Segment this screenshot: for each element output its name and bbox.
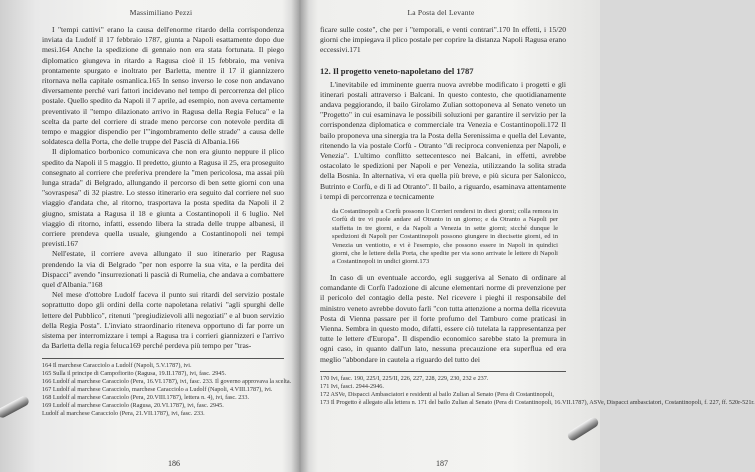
footnote: 168 Ludolf al marchese Caracciolo (Pera, 20.VIII.1787), lettera n. 4), ivi, fasc. 233. — [42, 393, 250, 401]
footnote: 166 Ludolf al marchese Caracciolo (Pera, 16.VI.1787), ivi, fasc. 233. Il governo approvava la scelta. — [42, 377, 292, 385]
page-number-right: 187 — [436, 459, 448, 468]
paragraph: Nell'estate, il corriere aveva allungato il suo itinerario per Ragusa prendendo la via di Belgrado "per non esporre la sua vita, e la perdita dei Dispacci" avendo "insurrezionati li pascià di Rumelia, che andava a combattere quel d'Albania."168 — [42, 249, 284, 290]
right-body-text-after — [320, 273, 566, 365]
footnote: 170 Ivi, fasc. 190, 225/I, 225/II, 226, 227, 228, 229, 230, 232 e 237. — [320, 374, 489, 382]
book-gutter — [291, 0, 309, 472]
paragraph: L'inevitabile ed imminente guerra nuova avrebbe modificato i progetti e gli itinerari postali attraverso i Balcani. In questo contesto, che quotidianamente andava peggiorando, il bailo Girolamo Zulian sottoponeva al Senato veneto un "Progetto" in cui esaminava le possibili soluzioni per garantire il servizio per la corrispondenza diplomatica e commerciale tra Venezia e Costantinopoli.172 Il bailo proponeva una sinergia tra la Posta della Serenissima e quella del Levante, ritenendo la via postale Corfù - Otranto "di reciproca convenienza per Napoli, e Venezia". L'ultimo conflitto settecentesco nei Balcani, in effetti, avrebbe ostacolato le spedizioni per Napoli e per Venezia, utilizzando la solita strada della Bosnia. In alternativa, vi era quella più breve, e più sicura per Salonicco, Butrinto e Corfù, e di lì ad Otranto". Il bailo, a riguardo, esaminava attentamente i tempi di percorrenza e tecnicamente — [320, 79, 566, 201]
right-footnotes — [320, 371, 755, 407]
block-quote: da Costantinopoli a Corfù possono li Corrieri rendersi in dieci giorni; colla remora in Corfù di tre vi puole andare ad Otranto in un giorno; e da Otranto a Napoli per staffetta in tre giorni, e da Napoli a Venezia in sette giorni; sicché dunque le spedizioni di Napoli per Costantinopoli possono giungere in diecisette giorni, ed in Venezia un ventiotto, e vi è l'esempio, che possono essere in Napoli in quindici giorni, che le lettere della Porta, che spedite per via sono arrivate le lettere di Napoli a Costantinopoli in undici giorni.173 — [332, 208, 558, 266]
footnote: 164 Il marchese Caracciolo a Ludolf (Napoli, 5.V.1787), ivi. — [42, 361, 192, 369]
left-footnotes — [42, 358, 292, 418]
right-body-text — [320, 80, 566, 202]
footnote: 172 ASVe, Dispacci Ambasciatori e residenti al bailo Zulian al Senato (Pera di Costantinopoli, — [320, 390, 554, 398]
right-intro — [320, 25, 566, 56]
page-number-left: 186 — [168, 459, 180, 468]
right-page — [306, 0, 755, 472]
footnote: 171 Ivi, fasci. 2944-2946. — [320, 382, 384, 390]
footnote: 165 Sulla il principe di Campofiorito (Ragusa, 19.II.1787), ivi, fasc. 2945. — [42, 369, 227, 377]
running-head-left: Massimiliano Pezzi — [129, 8, 193, 17]
paragraph: Il diplomatico borbonico comunicava che non era giunto neppure il plico spedito da Napoli il 5 maggio. Il predetto, giunto a Ragusa il 25, era proseguito consegnato al corriere che preferiva prendere la "men pericolosa, ma assai più lunga strada" di Belgrado, allungando il percorso di ben sette giorni con una "sovraspesa" di 32 piastre. Lo stesso itinerario era seguito dal corriere nel suo viaggio d'andata che, al ritorno, trasportava la posta spedita da Napoli il 2 giugno, smistata a Ragusa il 18 e giunta a Costantinopoli il 6 luglio. Nel viaggio di ritorno, infatti, essendo libera la strada delle truppe albanesi, il corriere prendeva quella usuale, giungendo a Costantinopoli nei tempi previsti.167 — [42, 147, 284, 249]
paragraph: In caso di un eventuale accordo, egli suggeriva al Senato di ordinare al comandante di Corfù l'adozione di alcune elementari norme di prevenzione per il pericolo del contagio della peste. Nel ricevere i pieghi il responsabile del ministro veneto avrebbe dovuto farli "con tutta attenzione a norma della ricevuta Posta di Vienna passare per il forte profumo del Tamburo come praticasi in Vienna. Sembra in questo modo, difatti, essere ciò tutelata la rappresentanza per tutte le lettere d'Europa". Il dispendio economico sarebbe stato la premura in ogni caso, in quanto dall'un lato, nessuna precauzione era superflua ed era meglio "abbondare in cautela a riguardo del tutto dei — [320, 272, 566, 364]
footnote: 167 Ludolf al marchese Caracciolo, marchese Caracciolo a Ludolf (Napoli, 4.VIII.1787), ivi. — [42, 385, 273, 393]
paragraph: ficare sulle coste", che per i "temporali, e venti contrari".170 In effetti, i 15/20 giorni che impiegava il plico postale per coprire la distanza Napoli Ragusa erano eccessivi.171 — [320, 25, 566, 55]
footnote: 169 Ludolf al marchese Caracciolo (Ragusa, 20.VI.1787), ivi, fasc. 2945. — [42, 401, 224, 409]
paragraph: Nel mese d'ottobre Ludolf faceva il punto sui ritardi del servizio postale soprattutto dopo gli ordini della corte napoletana relativi "agli spurghi delle lettere del Pubblico", ritenuti "pregiudizievoli alli negoziati" e al buon servizio della Regia Posta". L'inviato straordinario riteneva opportuno di far porre un sistema per interromizzare i tempi a Ragusa tra i corrieri giannizzeri e l'arrivo da Barletta della regia feluca169 perché perdeva più tempo per "tras- — [42, 290, 284, 351]
running-head-right: La Posta del Levante — [407, 8, 475, 17]
section-heading: 12. Il progetto veneto-napoletano del 1787 — [320, 65, 474, 76]
paragraph: I "tempi cattivi" erano la causa dell'enorme ritardo della corrispondenza inviata da Ludolf il 17 febbraio 1787, giunta a Napoli esattamente dopo due mesi.164 Anche la spedizione di gennaio non era stata fortunata. Il piego diplomatico giungeva in ritardo a Ragusa cioè il 15 febbraio, ma veniva prontamente spurgato e inoltrato per Barletta, mentre il 17 il giannizzero ritornava nella capitale osmanlica.165 In senso inverso le cose non andavano diversamente perché vari fattori incidevano nel tempo di percorrenza del plico postale. Quello spedito da Napoli il 7 aprile, ad esempio, non aveva certamente preventivato il "tempo dilazionato arrivo in Ragusa della Regia Feluca" e la scelta da parte del corriere di strade meno percorse con notevole perdita di tempo e maggior dispendio per l'"ingombramento delle strade" a causa delle soldatesca della Porta, che delle truppe del Pascià di Albania.166 — [42, 25, 284, 147]
binder-clip-left — [0, 395, 30, 420]
left-page — [28, 0, 294, 472]
footnote: Ludolf al marchese Caracciolo (Pera, 21.VII.1787), ivi, fasc. 233. — [42, 409, 205, 417]
footnote: 173 Il Progetto è allegato alla lettera n. 171 del bailo Zulian al Senato (Pera di Costantinopoli, 16.VII.1787), ASVe, Dispacci ambasciatori, Costantinopoli, f. 227, ff. 520r-521r. — [320, 398, 755, 406]
left-body-text — [42, 25, 284, 352]
